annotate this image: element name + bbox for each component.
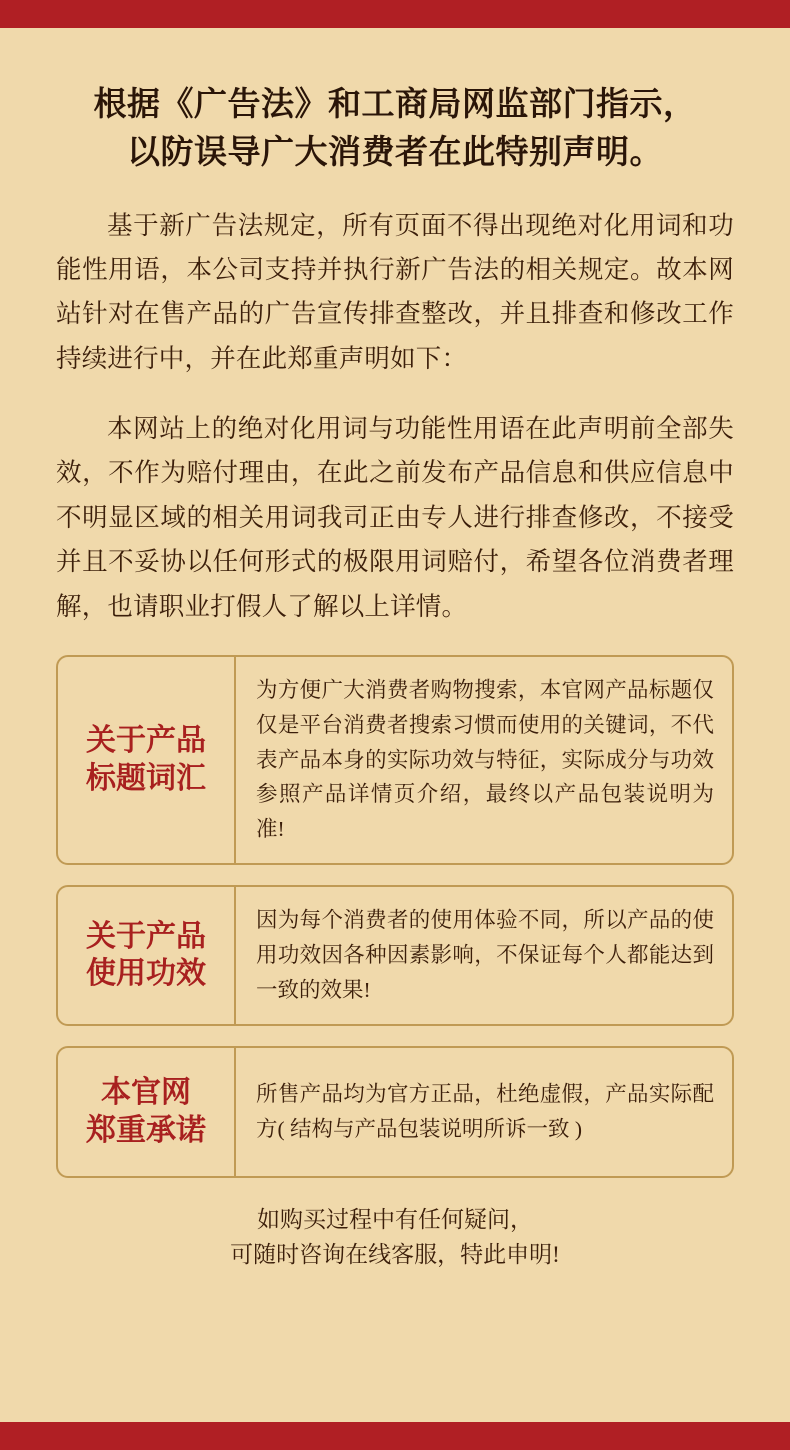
card-official-promise	[56, 1046, 734, 1178]
footer-line-2: 可随时咨询在线客服，特此申明!	[230, 1242, 560, 1268]
statement-paragraph-2: 本网站上的绝对化用词与功能性用语在此声明前全部失效，不作为赔付理由，在此之前发布产品信息和供应信息中不明显区域的相关用词我司正由专人进行排查修改，不接受并且不妥协以任何形式的极限用词赔付，希望各位消费者理解，也请职业打假人了解以上详情。	[56, 414, 734, 621]
page-title	[56, 82, 734, 178]
card-body-product-title-wording: 为方便广大消费者购物搜索，本官网产品标题仅仅是平台消费者搜索习惯而使用的关键词，不代表产品本身的实际功效与特征，实际成分与功效参照产品详情页介绍，最终以产品包装说明为准!	[256, 677, 714, 842]
card-title-line-2: 使用功效	[86, 957, 206, 991]
card-title-official-promise	[58, 1048, 236, 1176]
disclaimer-panel	[0, 28, 790, 1422]
card-product-efficacy	[56, 885, 734, 1025]
card-body-official-promise: 所售产品均为官方正品，杜绝虚假，产品实际配方( 结构与产品包装说明所诉一致 )	[256, 1081, 714, 1141]
card-title-line-1: 本官网	[101, 1075, 191, 1109]
page-title-line-1: 根据《广告法》和工商局网监部门指示，	[93, 87, 697, 123]
statement-paragraph-1: 基于新广告法规定，所有页面不得出现绝对化用词和功能性用语，本公司支持并执行新广告法的相关规定。故本网站针对在售产品的广告宣传排查整改，并且排查和修改工作持续进行中，并在此郑重声明如下：	[56, 210, 734, 373]
card-title-line-1: 关于产品	[86, 724, 206, 758]
card-title-line-2: 标题词汇	[86, 761, 206, 795]
card-product-title-wording	[56, 655, 734, 865]
card-title-product-title-wording	[58, 657, 236, 863]
card-title-line-1: 关于产品	[86, 919, 206, 953]
page-title-line-2: 以防误导广大消费者在此特别声明。	[127, 134, 663, 171]
card-title-product-efficacy	[58, 887, 236, 1023]
footer-line-1: 如购买过程中有任何疑问，	[257, 1206, 533, 1232]
card-title-line-2: 郑重承诺	[86, 1113, 206, 1147]
card-body-product-efficacy: 因为每个消费者的使用体验不同，所以产品的使用功效因各种因素影响，不保证每个人都能达到一致的效果!	[256, 908, 714, 1002]
footer-note	[56, 1202, 734, 1273]
statement-card-list	[56, 655, 734, 1178]
